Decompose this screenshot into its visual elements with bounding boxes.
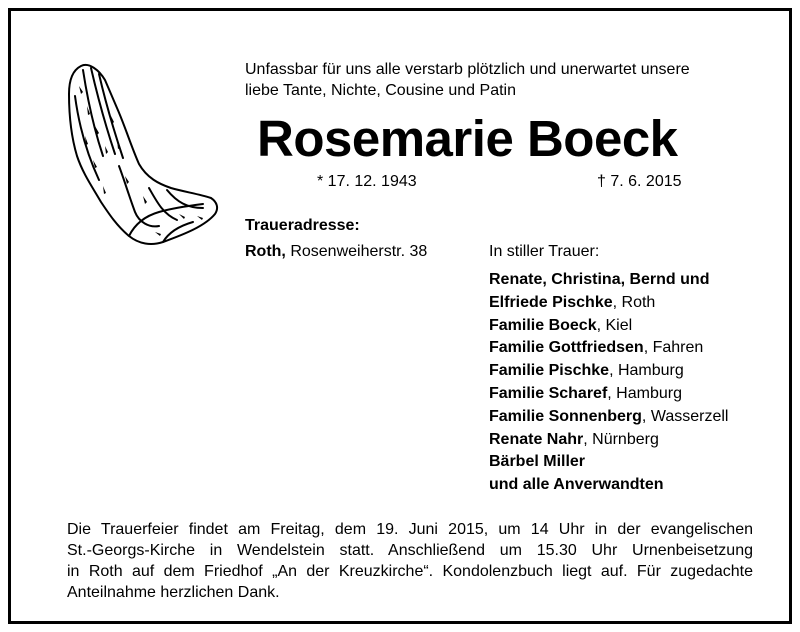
list-item bbox=[489, 406, 728, 429]
footer-line-3: in Roth auf dem Friedhof „An der Kreuzkirche“. Kondolenzbuch liegt auf. Für zugedachte bbox=[67, 563, 753, 580]
mourner-name: und alle Anverwandten bbox=[489, 476, 664, 494]
obituary-frame bbox=[8, 8, 792, 624]
intro-text bbox=[245, 59, 765, 101]
mourner-name: Familie Sonnenberg bbox=[489, 407, 642, 425]
mourner-place: , Wasserzell bbox=[641, 407, 729, 425]
footer-line-4: Anteilnahme herzlichen Dank. bbox=[67, 584, 280, 601]
list-item bbox=[489, 315, 728, 338]
address-street: Rosenweiherstr. 38 bbox=[285, 243, 428, 260]
mourner-name: Bärbel Miller bbox=[489, 453, 586, 471]
address-heading: Traueradresse: bbox=[245, 217, 360, 234]
mourner-name: Renate Nahr bbox=[489, 430, 584, 448]
mourner-name: Elfriede Pischke bbox=[489, 293, 613, 311]
list-item bbox=[489, 429, 728, 452]
death-date: † 7. 6. 2015 bbox=[597, 173, 682, 190]
list-item bbox=[489, 451, 728, 474]
mourner-name: Renate, Christina, Bernd und bbox=[489, 271, 710, 288]
praying-hands-icon bbox=[59, 56, 221, 248]
footer-line-2: St.-Georgs-Kirche in Wendelstein statt. Anschließend um 15.30 Uhr Urnenbeisetzung bbox=[67, 542, 753, 559]
mourner-name: Familie Scharef bbox=[489, 384, 608, 402]
list-item bbox=[489, 474, 728, 497]
mourner-name: Familie Gottfriedsen bbox=[489, 339, 644, 357]
list-item bbox=[489, 360, 728, 383]
mourner-place: , Hamburg bbox=[607, 384, 682, 402]
mourner-place: , Kiel bbox=[596, 316, 633, 334]
mourners-heading: In stiller Trauer: bbox=[489, 243, 600, 260]
address-city: Roth, bbox=[245, 243, 286, 260]
mourner-place: , Hamburg bbox=[609, 362, 684, 380]
intro-line-2: liebe Tante, Nichte, Cousine und Patin bbox=[245, 82, 516, 99]
mourner-place: , Fahren bbox=[643, 339, 704, 357]
mourner-name: Familie Pischke bbox=[489, 362, 610, 380]
footer-line-1: Die Trauerfeier findet am Freitag, dem 19. Juni 2015, um 14 Uhr in der evangelischen bbox=[67, 521, 753, 538]
list-item bbox=[489, 337, 728, 360]
funeral-details bbox=[67, 519, 753, 603]
mourners-list bbox=[489, 269, 728, 497]
intro-line-1: Unfassbar für uns alle verstarb plötzlich und unerwartet unsere bbox=[245, 61, 690, 78]
mourning-address bbox=[245, 243, 427, 261]
mourner-place: , Roth bbox=[612, 293, 656, 311]
deceased-name: Rosemarie Boeck bbox=[257, 110, 678, 167]
mourner-name: Familie Boeck bbox=[489, 316, 597, 334]
list-item bbox=[489, 383, 728, 406]
list-item bbox=[489, 269, 728, 292]
mourner-place: , Nürnberg bbox=[583, 430, 659, 448]
list-item bbox=[489, 292, 728, 315]
birth-date: * 17. 12. 1943 bbox=[317, 173, 417, 190]
